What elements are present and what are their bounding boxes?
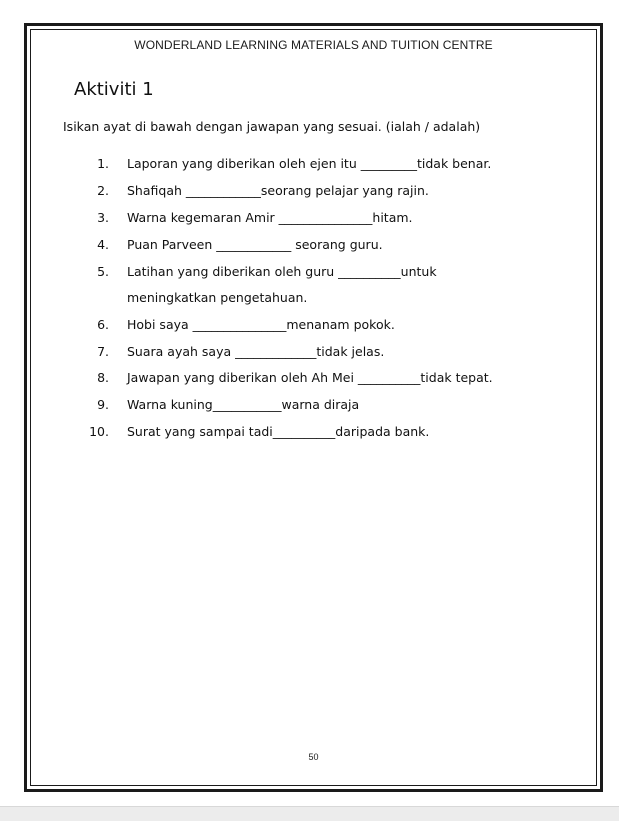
item-number: 2. [97, 183, 109, 198]
list-item-continuation [27, 290, 600, 310]
list-item [27, 264, 600, 284]
item-number: 1. [97, 156, 109, 171]
page-number: 50 [308, 752, 319, 762]
item-number: 8. [97, 370, 109, 385]
item-sentence: meningkatkan pengetahuan. [127, 290, 308, 305]
list-item [27, 317, 600, 337]
activity-title: Aktiviti 1 [74, 79, 154, 100]
item-number: 10. [89, 424, 109, 439]
item-sentence: Surat yang sampai tadi__________daripada bank. [127, 424, 430, 439]
item-sentence: Laporan yang diberikan oleh ejen itu _________tidak benar. [127, 156, 492, 171]
item-sentence: Jawapan yang diberikan oleh Ah Mei __________tidak tepat. [127, 370, 493, 385]
item-number: 7. [97, 344, 109, 359]
item-number: 4. [97, 237, 109, 252]
list-item [27, 344, 600, 364]
item-sentence: Puan Parveen ____________ seorang guru. [127, 237, 383, 252]
instruction-text: Isikan ayat di bawah dengan jawapan yang sesuai. (ialah / adalah) [63, 119, 481, 134]
list-item [27, 210, 600, 230]
list-item [27, 183, 600, 203]
item-sentence: Latihan yang diberikan oleh guru __________untuk [127, 264, 437, 279]
item-sentence: Suara ayah saya _____________tidak jelas. [127, 344, 385, 359]
worksheet-border [24, 23, 603, 792]
list-item [27, 156, 600, 176]
list-item [27, 237, 600, 257]
item-sentence: Shafiqah ____________seorang pelajar yang rajin. [127, 183, 429, 198]
item-sentence: Warna kegemaran Amir _______________hitam. [127, 210, 413, 225]
page-header: WONDERLAND LEARNING MATERIALS AND TUITION CENTRE [134, 38, 493, 52]
item-sentence: Hobi saya _______________menanam pokok. [127, 317, 395, 332]
item-number: 9. [97, 397, 109, 412]
list-item [27, 424, 600, 444]
list-item [27, 397, 600, 417]
item-sentence: Warna kuning___________warna diraja [127, 397, 360, 412]
viewer-bottom-edge [0, 806, 619, 821]
item-number: 5. [97, 264, 109, 279]
list-item [27, 370, 600, 390]
item-number: 6. [97, 317, 109, 332]
item-number: 3. [97, 210, 109, 225]
